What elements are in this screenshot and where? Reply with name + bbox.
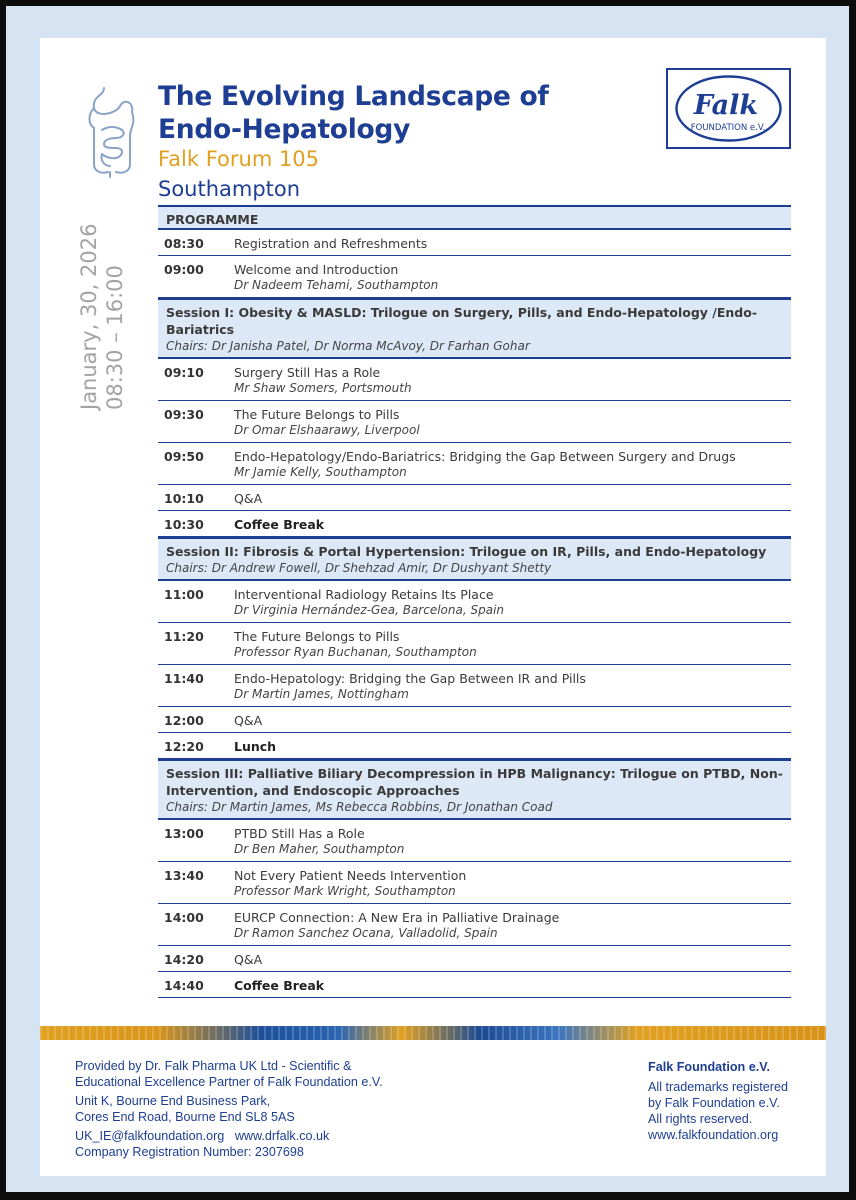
schedule-row — [158, 359, 791, 401]
session-title: Session II: Fibrosis & Portal Hypertension: Trilogue on IR, Pills, and Endo-Hepatology — [166, 544, 767, 559]
schedule-row-break — [158, 511, 791, 537]
row-talk: Coffee Break — [234, 978, 325, 993]
session-chairs: Chairs: Dr Janisha Patel, Dr Norma McAvoy, Dr Farhan Gohar — [166, 339, 530, 353]
title-line-1: The Evolving Landscape of — [158, 81, 549, 112]
row-time: 13:00 — [164, 826, 204, 841]
session-title: Session I: Obesity & MASLD: Trilogue on Surgery, Pills, and Endo-Hepatology /Endo-Bariatrics — [166, 305, 758, 337]
row-talk: The Future Belongs to Pills — [234, 629, 400, 644]
city-name: Southampton — [158, 177, 301, 201]
schedule-row — [158, 256, 791, 298]
schedule-row — [158, 401, 791, 443]
row-time: 14:20 — [164, 952, 204, 967]
schedule-row — [158, 820, 791, 862]
schedule-row — [158, 443, 791, 485]
page-frame — [6, 6, 849, 1192]
programme-table — [158, 205, 791, 998]
schedule-row — [158, 707, 791, 733]
event-date-vertical — [76, 170, 128, 410]
flyer-page — [40, 38, 826, 1176]
row-time: 09:30 — [164, 407, 204, 422]
schedule-row — [158, 862, 791, 904]
footer-address-line-1: Unit K, Bourne End Business Park, — [75, 1094, 271, 1108]
falk-foundation-logo — [666, 68, 791, 149]
title-line-2: Endo-Hepatology — [158, 114, 411, 145]
intro-items — [158, 230, 791, 298]
row-speaker: Mr Shaw Somers, Portsmouth — [234, 381, 412, 395]
footer-foundation — [648, 1059, 788, 1143]
footer-trademark-line-2: by Falk Foundation e.V. — [648, 1096, 780, 1110]
row-speaker: Dr Virginia Hernández-Gea, Barcelona, Spain — [234, 603, 505, 617]
footer-web-link[interactable]: www.drfalk.co.uk — [234, 1129, 330, 1143]
session-chairs: Chairs: Dr Martin James, Ms Rebecca Robbins, Dr Jonathan Coad — [166, 800, 553, 814]
row-talk: Q&A — [234, 713, 263, 728]
footer-trademark-line-1: All trademarks registered — [648, 1080, 788, 1094]
footer-contact — [75, 1129, 383, 1145]
footer-email-link[interactable]: UK_IE@falkfoundation.org — [75, 1129, 225, 1143]
row-time: 11:20 — [164, 629, 204, 644]
row-talk: Registration and Refreshments — [234, 236, 428, 251]
intestine-icon — [82, 84, 140, 178]
svg-text:FOUNDATION e.V.: FOUNDATION e.V. — [690, 123, 766, 133]
schedule-row — [158, 485, 791, 511]
schedule-row — [158, 946, 791, 972]
schedule-row-break — [158, 972, 791, 998]
footer-address-line-2: Cores End Road, Bourne End SL8 5AS — [75, 1109, 295, 1124]
row-talk: Not Every Patient Needs Intervention — [234, 868, 467, 883]
row-talk: Lunch — [234, 739, 277, 754]
row-time: 10:30 — [164, 517, 204, 532]
session-header — [158, 537, 791, 581]
row-talk: Q&A — [234, 491, 263, 506]
page-title — [158, 80, 638, 146]
programme-header: PROGRAMME — [158, 205, 791, 230]
row-time: 09:10 — [164, 365, 204, 380]
svg-text:Falk: Falk — [693, 90, 759, 121]
session-header — [158, 759, 791, 820]
row-talk: EURCP Connection: A New Era in Palliative Drainage — [234, 910, 560, 925]
row-talk: Surgery Still Has a Role — [234, 365, 381, 380]
schedule-row — [158, 581, 791, 623]
row-talk: Q&A — [234, 952, 263, 967]
row-speaker: Mr Jamie Kelly, Southampton — [234, 465, 407, 479]
footer-provider-line-1: Provided by Dr. Falk Pharma UK Ltd - Scientific & — [75, 1059, 352, 1073]
session-header — [158, 298, 791, 359]
row-time: 13:40 — [164, 868, 204, 883]
row-talk: Coffee Break — [234, 517, 325, 532]
row-speaker: Dr Martin James, Nottingham — [234, 687, 409, 701]
row-speaker: Professor Ryan Buchanan, Southampton — [234, 645, 477, 659]
schedule-row — [158, 623, 791, 665]
row-time: 12:20 — [164, 739, 204, 754]
row-talk: Welcome and Introduction — [234, 262, 399, 277]
row-time: 10:10 — [164, 491, 204, 506]
schedule-row — [158, 665, 791, 707]
row-time: 12:00 — [164, 713, 204, 728]
footer-registration: Company Registration Number: 2307698 — [75, 1144, 304, 1159]
event-date: January, 30, 2026 — [77, 223, 101, 410]
row-speaker: Professor Mark Wright, Southampton — [234, 884, 456, 898]
row-talk: Endo-Hepatology: Bridging the Gap Between IR and Pills — [234, 671, 586, 686]
row-talk: PTBD Still Has a Role — [234, 826, 365, 841]
row-speaker: Dr Ramon Sanchez Ocana, Valladolid, Spain — [234, 926, 498, 940]
row-speaker: Dr Omar Elshaarawy, Liverpool — [234, 423, 420, 437]
row-talk: Interventional Radiology Retains Its Place — [234, 587, 494, 602]
row-speaker: Dr Nadeem Tehami, Southampton — [234, 278, 439, 292]
row-talk: Endo-Hepatology/Endo-Bariatrics: Bridging the Gap Between Surgery and Drugs — [234, 449, 736, 464]
schedule-row — [158, 230, 791, 256]
event-time-range: 08:30 – 16:00 — [103, 265, 127, 410]
banner-texture — [40, 1026, 826, 1040]
row-time: 14:40 — [164, 978, 204, 993]
row-talk: The Future Belongs to Pills — [234, 407, 400, 422]
footer-rights: All rights reserved. — [648, 1112, 753, 1126]
row-time: 11:00 — [164, 587, 204, 602]
row-time: 14:00 — [164, 910, 204, 925]
forum-name: Falk Forum 105 — [158, 147, 320, 171]
footer-provider — [75, 1059, 383, 1160]
footer-foundation-link[interactable]: www.falkfoundation.org — [648, 1128, 779, 1142]
row-time: 09:50 — [164, 449, 204, 464]
session-chairs: Chairs: Dr Andrew Fowell, Dr Shehzad Amir, Dr Dushyant Shetty — [166, 561, 552, 575]
schedule-row-break — [158, 733, 791, 759]
row-time: 08:30 — [164, 236, 204, 251]
row-speaker: Dr Ben Maher, Southampton — [234, 842, 405, 856]
footer-provider-line-2: Educational Excellence Partner of Falk Foundation e.V. — [75, 1074, 383, 1089]
session-title: Session III: Palliative Biliary Decompression in HPB Malignancy: Trilogue on PTBD, Non-Intervention, and Endoscopic Approaches — [166, 766, 783, 798]
schedule-row — [158, 904, 791, 946]
row-time: 11:40 — [164, 671, 204, 686]
footer-brand: Falk Foundation e.V. — [648, 1060, 770, 1074]
row-time: 09:00 — [164, 262, 204, 277]
